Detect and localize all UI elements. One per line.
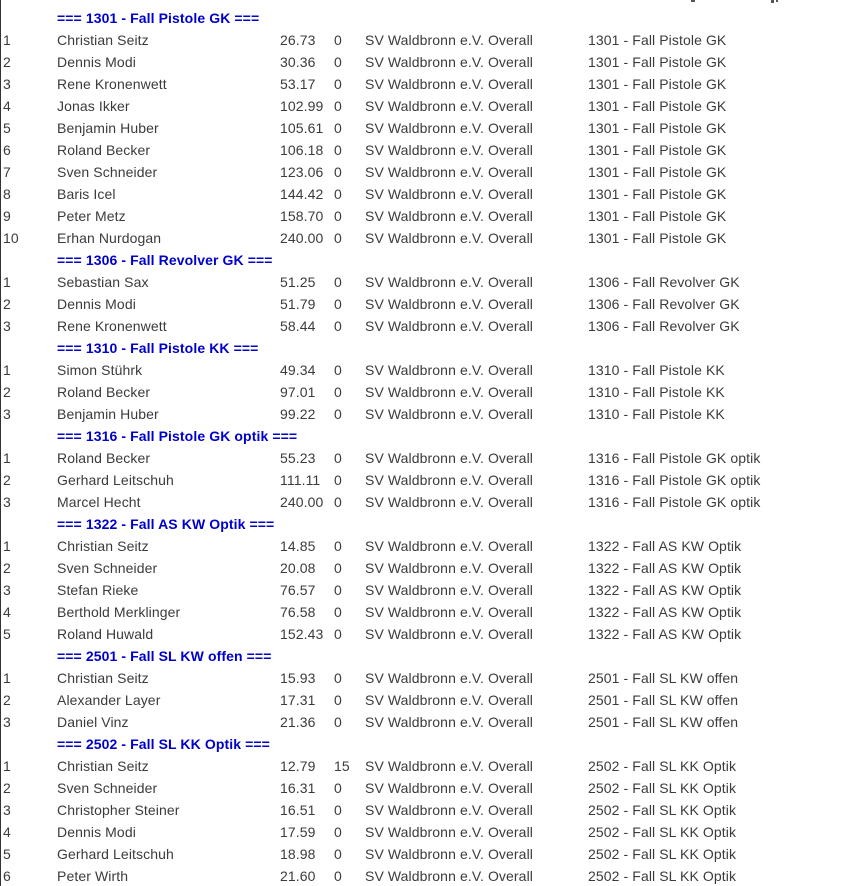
name-cell: Dennis Modi (57, 824, 136, 840)
name-cell: Alexander Layer (57, 692, 161, 708)
table-row (0, 623, 867, 645)
name-cell: Dennis Modi (57, 54, 136, 70)
score-cell: 15.93 (280, 670, 316, 686)
name-cell: Benjamin Huber (57, 406, 159, 422)
table-row (0, 271, 867, 293)
score-cell: 14.85 (280, 538, 316, 554)
name-cell: Roland Huwald (57, 626, 154, 642)
score-cell: 76.58 (280, 604, 316, 620)
discipline-cell: 2502 - Fall SL KK Optik (588, 846, 737, 862)
club-cell: SV Waldbronn e.V. Overall (365, 120, 533, 136)
rank-cell: 3 (3, 406, 11, 422)
score-cell: 240.00 (280, 230, 324, 246)
rank-cell: 1 (3, 538, 11, 554)
section-title: === 1301 - Fall Pistole GK === (57, 10, 260, 26)
table-row (0, 667, 867, 689)
club-cell: SV Waldbronn e.V. Overall (365, 670, 533, 686)
score-cell: 21.36 (280, 714, 316, 730)
club-cell: SV Waldbronn e.V. Overall (365, 472, 533, 488)
name-cell: Christian Seitz (57, 758, 149, 774)
flag-cell: 0 (334, 384, 342, 400)
club-cell: SV Waldbronn e.V. Overall (365, 604, 533, 620)
table-row (0, 29, 867, 51)
clipped-text-fragment (771, 0, 774, 3)
name-cell: Roland Becker (57, 384, 151, 400)
club-cell: SV Waldbronn e.V. Overall (365, 384, 533, 400)
name-cell: Baris Icel (57, 186, 116, 202)
name-cell: Dennis Modi (57, 296, 136, 312)
club-cell: SV Waldbronn e.V. Overall (365, 98, 533, 114)
flag-cell: 0 (334, 802, 342, 818)
club-cell: SV Waldbronn e.V. Overall (365, 208, 533, 224)
flag-cell: 0 (334, 560, 342, 576)
flag-cell: 0 (334, 318, 342, 334)
score-cell: 240.00 (280, 494, 324, 510)
discipline-cell: 1301 - Fall Pistole GK (588, 98, 727, 114)
club-cell: SV Waldbronn e.V. Overall (365, 274, 533, 290)
score-cell: 55.23 (280, 450, 316, 466)
discipline-cell: 1306 - Fall Revolver GK (588, 274, 740, 290)
name-cell: Christian Seitz (57, 538, 149, 554)
discipline-cell: 1310 - Fall Pistole KK (588, 362, 725, 378)
name-cell: Roland Becker (57, 142, 151, 158)
rank-cell: 3 (3, 714, 11, 730)
section-title: === 2501 - Fall SL KW offen === (57, 648, 272, 664)
rank-cell: 5 (3, 626, 11, 642)
discipline-cell: 1310 - Fall Pistole KK (588, 384, 725, 400)
section-header-line (0, 645, 867, 667)
score-cell: 102.99 (280, 98, 324, 114)
table-row (0, 161, 867, 183)
flag-cell: 0 (334, 76, 342, 92)
table-row (0, 491, 867, 513)
table-row (0, 95, 867, 117)
club-cell: SV Waldbronn e.V. Overall (365, 494, 533, 510)
score-cell: 51.79 (280, 296, 316, 312)
score-cell: 152.43 (280, 626, 324, 642)
club-cell: SV Waldbronn e.V. Overall (365, 824, 533, 840)
flag-cell: 0 (334, 362, 342, 378)
rank-cell: 1 (3, 32, 11, 48)
name-cell: Jonas Ikker (57, 98, 130, 114)
score-cell: 158.70 (280, 208, 324, 224)
rank-cell: 3 (3, 582, 11, 598)
flag-cell: 0 (334, 692, 342, 708)
club-cell: SV Waldbronn e.V. Overall (365, 868, 533, 884)
discipline-cell: 1310 - Fall Pistole KK (588, 406, 725, 422)
flag-cell: 0 (334, 54, 342, 70)
table-row (0, 535, 867, 557)
section-header-line (0, 7, 867, 29)
rank-cell: 2 (3, 472, 11, 488)
discipline-cell: 2501 - Fall SL KW offen (588, 670, 739, 686)
club-cell: SV Waldbronn e.V. Overall (365, 626, 533, 642)
name-cell: Gerhard Leitschuh (57, 846, 174, 862)
rank-cell: 2 (3, 692, 11, 708)
name-cell: Berthold Merklinger (57, 604, 181, 620)
flag-cell: 0 (334, 714, 342, 730)
flag-cell: 0 (334, 626, 342, 642)
club-cell: SV Waldbronn e.V. Overall (365, 296, 533, 312)
name-cell: Benjamin Huber (57, 120, 159, 136)
score-cell: 99.22 (280, 406, 316, 422)
club-cell: SV Waldbronn e.V. Overall (365, 32, 533, 48)
score-cell: 111.11 (280, 472, 321, 488)
discipline-cell: 1316 - Fall Pistole GK optik (588, 494, 761, 510)
score-cell: 17.31 (280, 692, 316, 708)
score-cell: 12.79 (280, 758, 316, 774)
discipline-cell: 1301 - Fall Pistole GK (588, 230, 727, 246)
table-row (0, 381, 867, 403)
name-cell: Rene Kronenwett (57, 76, 167, 92)
club-cell: SV Waldbronn e.V. Overall (365, 186, 533, 202)
score-cell: 144.42 (280, 186, 324, 202)
section-header-line (0, 513, 867, 535)
score-cell: 21.60 (280, 868, 316, 884)
flag-cell: 0 (334, 846, 342, 862)
score-cell: 30.36 (280, 54, 316, 70)
club-cell: SV Waldbronn e.V. Overall (365, 230, 533, 246)
name-cell: Roland Becker (57, 450, 151, 466)
rank-cell: 4 (3, 604, 11, 620)
table-row (0, 205, 867, 227)
club-cell: SV Waldbronn e.V. Overall (365, 318, 533, 334)
flag-cell: 0 (334, 538, 342, 554)
clipped-text-fragment (776, 0, 778, 2)
table-row (0, 403, 867, 425)
flag-cell: 0 (334, 186, 342, 202)
discipline-cell: 1322 - Fall AS KW Optik (588, 560, 742, 576)
club-cell: SV Waldbronn e.V. Overall (365, 846, 533, 862)
discipline-cell: 1301 - Fall Pistole GK (588, 186, 727, 202)
table-row (0, 359, 867, 381)
discipline-cell: 1306 - Fall Revolver GK (588, 296, 740, 312)
rank-cell: 1 (3, 450, 11, 466)
table-row (0, 227, 867, 249)
rank-cell: 9 (3, 208, 11, 224)
table-row (0, 315, 867, 337)
section-title: === 1306 - Fall Revolver GK === (57, 252, 273, 268)
table-row (0, 821, 867, 843)
rank-cell: 8 (3, 186, 11, 202)
table-row (0, 865, 867, 886)
rank-cell: 3 (3, 802, 11, 818)
rank-cell: 4 (3, 824, 11, 840)
club-cell: SV Waldbronn e.V. Overall (365, 758, 533, 774)
discipline-cell: 1301 - Fall Pistole GK (588, 54, 727, 70)
flag-cell: 0 (334, 824, 342, 840)
rank-cell: 1 (3, 362, 11, 378)
table-row (0, 139, 867, 161)
discipline-cell: 2501 - Fall SL KW offen (588, 714, 739, 730)
name-cell: Daniel Vinz (57, 714, 129, 730)
table-row (0, 73, 867, 95)
table-row (0, 447, 867, 469)
discipline-cell: 2502 - Fall SL KK Optik (588, 802, 737, 818)
club-cell: SV Waldbronn e.V. Overall (365, 780, 533, 796)
club-cell: SV Waldbronn e.V. Overall (365, 582, 533, 598)
score-cell: 51.25 (280, 274, 316, 290)
rank-cell: 2 (3, 54, 11, 70)
score-cell: 97.01 (280, 384, 316, 400)
name-cell: Peter Metz (57, 208, 126, 224)
flag-cell: 0 (334, 32, 342, 48)
flag-cell: 0 (334, 120, 342, 136)
discipline-cell: 1301 - Fall Pistole GK (588, 120, 727, 136)
flag-cell: 0 (334, 164, 342, 180)
rank-cell: 2 (3, 780, 11, 796)
score-cell: 26.73 (280, 32, 316, 48)
section-header-line (0, 733, 867, 755)
results-table (0, 7, 867, 886)
table-row (0, 777, 867, 799)
club-cell: SV Waldbronn e.V. Overall (365, 802, 533, 818)
discipline-cell: 1301 - Fall Pistole GK (588, 76, 727, 92)
flag-cell: 0 (334, 450, 342, 466)
discipline-cell: 1322 - Fall AS KW Optik (588, 626, 742, 642)
name-cell: Sven Schneider (57, 780, 158, 796)
club-cell: SV Waldbronn e.V. Overall (365, 714, 533, 730)
flag-cell: 0 (334, 98, 342, 114)
discipline-cell: 1306 - Fall Revolver GK (588, 318, 740, 334)
flag-cell: 0 (334, 604, 342, 620)
discipline-cell: 1301 - Fall Pistole GK (588, 32, 727, 48)
table-row (0, 117, 867, 139)
table-row (0, 557, 867, 579)
club-cell: SV Waldbronn e.V. Overall (365, 692, 533, 708)
section-header-line (0, 425, 867, 447)
section-title: === 1322 - Fall AS KW Optik === (57, 516, 275, 532)
score-cell: 76.57 (280, 582, 316, 598)
table-row (0, 293, 867, 315)
flag-cell: 0 (334, 406, 342, 422)
flag-cell: 0 (334, 494, 342, 510)
discipline-cell: 1301 - Fall Pistole GK (588, 164, 727, 180)
section-header-line (0, 337, 867, 359)
table-row (0, 183, 867, 205)
name-cell: Sven Schneider (57, 164, 158, 180)
table-row (0, 51, 867, 73)
name-cell: Stefan Rieke (57, 582, 139, 598)
flag-cell: 0 (334, 208, 342, 224)
score-cell: 20.08 (280, 560, 316, 576)
table-row (0, 579, 867, 601)
rank-cell: 1 (3, 758, 11, 774)
flag-cell: 15 (334, 758, 350, 774)
name-cell: Christian Seitz (57, 670, 149, 686)
rank-cell: 6 (3, 868, 11, 884)
discipline-cell: 1316 - Fall Pistole GK optik (588, 472, 761, 488)
name-cell: Simon Stührk (57, 362, 143, 378)
flag-cell: 0 (334, 670, 342, 686)
flag-cell: 0 (334, 582, 342, 598)
table-row (0, 601, 867, 623)
club-cell: SV Waldbronn e.V. Overall (365, 142, 533, 158)
rank-cell: 1 (3, 670, 11, 686)
table-row (0, 711, 867, 733)
discipline-cell: 1301 - Fall Pistole GK (588, 208, 727, 224)
table-row (0, 469, 867, 491)
discipline-cell: 1301 - Fall Pistole GK (588, 142, 727, 158)
discipline-cell: 1322 - Fall AS KW Optik (588, 604, 742, 620)
rank-cell: 6 (3, 142, 11, 158)
name-cell: Rene Kronenwett (57, 318, 167, 334)
discipline-cell: 2502 - Fall SL KK Optik (588, 868, 737, 884)
discipline-cell: 1322 - Fall AS KW Optik (588, 582, 742, 598)
section-title: === 1316 - Fall Pistole GK optik === (57, 428, 298, 444)
club-cell: SV Waldbronn e.V. Overall (365, 406, 533, 422)
club-cell: SV Waldbronn e.V. Overall (365, 362, 533, 378)
name-cell: Christian Seitz (57, 32, 149, 48)
rank-cell: 2 (3, 384, 11, 400)
score-cell: 53.17 (280, 76, 316, 92)
name-cell: Marcel Hecht (57, 494, 141, 510)
rank-cell: 3 (3, 494, 11, 510)
section-title: === 2502 - Fall SL KK Optik === (57, 736, 270, 752)
rank-cell: 5 (3, 846, 11, 862)
club-cell: SV Waldbronn e.V. Overall (365, 538, 533, 554)
rank-cell: 3 (3, 76, 11, 92)
club-cell: SV Waldbronn e.V. Overall (365, 560, 533, 576)
score-cell: 17.59 (280, 824, 316, 840)
rank-cell: 10 (3, 230, 19, 246)
name-cell: Christopher Steiner (57, 802, 180, 818)
score-cell: 123.06 (280, 164, 324, 180)
score-cell: 16.51 (280, 802, 316, 818)
score-cell: 58.44 (280, 318, 316, 334)
name-cell: Erhan Nurdogan (57, 230, 162, 246)
section-title: === 1310 - Fall Pistole KK === (57, 340, 259, 356)
club-cell: SV Waldbronn e.V. Overall (365, 164, 533, 180)
rank-cell: 1 (3, 274, 11, 290)
score-cell: 16.31 (280, 780, 316, 796)
score-cell: 106.18 (280, 142, 324, 158)
flag-cell: 0 (334, 274, 342, 290)
club-cell: SV Waldbronn e.V. Overall (365, 76, 533, 92)
discipline-cell: 1322 - Fall AS KW Optik (588, 538, 742, 554)
table-row (0, 755, 867, 777)
flag-cell: 0 (334, 142, 342, 158)
rank-cell: 7 (3, 164, 11, 180)
discipline-cell: 2502 - Fall SL KK Optik (588, 824, 737, 840)
club-cell: SV Waldbronn e.V. Overall (365, 450, 533, 466)
table-row (0, 843, 867, 865)
rank-cell: 4 (3, 98, 11, 114)
flag-cell: 0 (334, 296, 342, 312)
rank-cell: 2 (3, 296, 11, 312)
rank-cell: 5 (3, 120, 11, 136)
rank-cell: 3 (3, 318, 11, 334)
flag-cell: 0 (334, 230, 342, 246)
discipline-cell: 2502 - Fall SL KK Optik (588, 758, 737, 774)
name-cell: Sebastian Sax (57, 274, 149, 290)
club-cell: SV Waldbronn e.V. Overall (365, 54, 533, 70)
discipline-cell: 2502 - Fall SL KK Optik (588, 780, 737, 796)
flag-cell: 0 (334, 472, 342, 488)
score-cell: 105.61 (280, 120, 324, 136)
name-cell: Gerhard Leitschuh (57, 472, 174, 488)
flag-cell: 0 (334, 780, 342, 796)
clipped-text-fragment (691, 0, 695, 2)
flag-cell: 0 (334, 868, 342, 884)
rank-cell: 2 (3, 560, 11, 576)
name-cell: Peter Wirth (57, 868, 129, 884)
name-cell: Sven Schneider (57, 560, 158, 576)
table-row (0, 799, 867, 821)
score-cell: 49.34 (280, 362, 316, 378)
table-row (0, 689, 867, 711)
discipline-cell: 2501 - Fall SL KW offen (588, 692, 739, 708)
section-header-line (0, 249, 867, 271)
discipline-cell: 1316 - Fall Pistole GK optik (588, 450, 761, 466)
score-cell: 18.98 (280, 846, 316, 862)
